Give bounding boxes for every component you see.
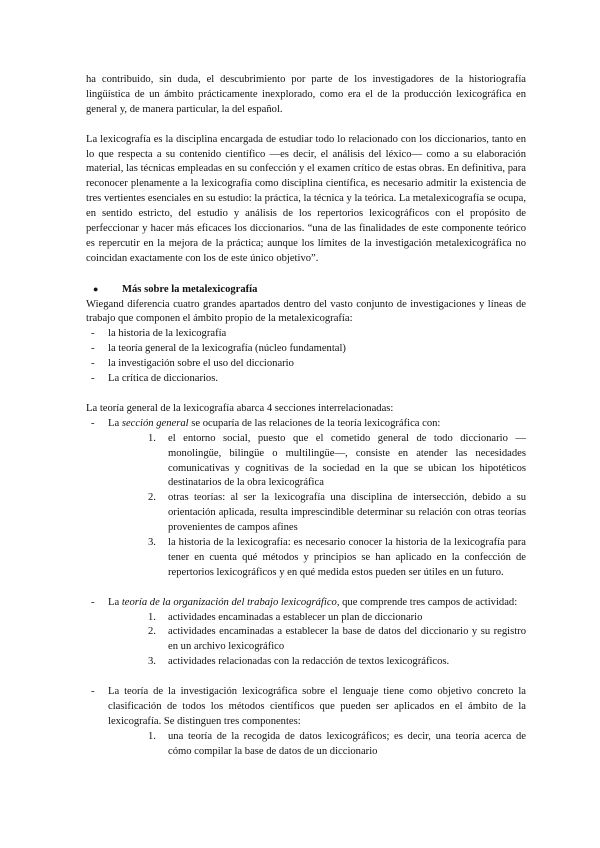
- section-intro-post: se ocuparía de las relaciones de la teoría lexicográfica con:: [188, 417, 441, 429]
- list-item-text: la teoría general de la lexicografía (núcleo fundamental): [108, 343, 346, 355]
- bullet-icon: ●: [93, 283, 99, 294]
- numbered-item: [148, 432, 526, 492]
- section-body: [108, 417, 526, 581]
- item-number: 3.: [148, 656, 156, 668]
- section-intro-italic: sección general: [121, 417, 189, 429]
- list-item-text: la investigación sobre el uso del diccionario: [108, 358, 294, 370]
- list-item: [86, 342, 526, 357]
- section-intro-italic: teoría de la organización del trabajo lexicográfico: [121, 596, 337, 608]
- item-text: la historia de la lexicografía: es necesario conocer la historia de la lexicografía para tener en cuenta qué métodos y principios se han aplicado en la confección de repertorios lexicográficos y en qué medida estos pueden ser útiles en un futuro.: [168, 537, 526, 578]
- section-body: [108, 685, 526, 760]
- item-number: 2.: [148, 626, 156, 638]
- numbered-list: [108, 432, 526, 581]
- numbered-list: [108, 611, 526, 671]
- item-text: otras teorías: al ser la lexicografía una disciplina de intersección, debido a su orientación aplicada, resulta imprescindible determinar su relación con otras teorías provenientes de campos afines: [168, 492, 526, 534]
- section-intro-post: , que comprende tres campos de actividad:: [336, 596, 518, 608]
- section-body: [108, 596, 526, 671]
- spacer: [86, 670, 526, 685]
- spacer: [86, 267, 526, 282]
- dash-marker: -: [91, 596, 95, 608]
- theory-section-general: [86, 417, 526, 581]
- section-intro-pre: La: [108, 596, 122, 608]
- numbered-item: [148, 625, 526, 655]
- theory-section-research: [86, 685, 526, 760]
- section-intro: [108, 596, 526, 611]
- numbered-item: [148, 491, 526, 536]
- list-item: [86, 372, 526, 387]
- theory-sections-list: [86, 596, 526, 671]
- intro-paragraph: ha contribuido, sin duda, el descubrimiento por parte de los investigadores de la historiografía lingüística de un ámbito prácticamente inexplorado, como era el de la producción lexicográfica en general y, de manera particular, la del español.: [86, 74, 526, 115]
- item-text: actividades relacionadas con la redacción de textos lexicográficos.: [168, 656, 450, 668]
- theory-sections-list: [86, 685, 526, 760]
- dash-marker: -: [91, 686, 95, 698]
- numbered-list: [108, 730, 526, 760]
- page-content: [86, 73, 526, 760]
- theory-sections-list: [86, 417, 526, 581]
- item-number: 1.: [148, 730, 156, 742]
- spacer: [86, 581, 526, 596]
- numbered-item: [148, 730, 526, 760]
- spacer: [86, 387, 526, 402]
- item-text: una teoría de la recogida de datos lexicográficos; es decir, una teoría acerca de cómo compilar la base de datos de un diccionario: [168, 730, 526, 757]
- item-text: el entorno social, puesto que el cometido general de todo diccionario —monolingüe, bilingüe o multilingüe—, consiste en atender las necesidades comunicativas y cognitivas de la sociedad en la que se ubican los hipotéticos destinatarios de la obra lexicográfica: [168, 432, 526, 489]
- wiegand-paragraph: Wiegand diferencia cuatro grandes apartados dentro del vasto conjunto de investigaciones y líneas de trabajo que componen el ámbito propio de la metalexicografía:: [86, 298, 526, 325]
- section-intro: La teoría de la investigación lexicográfica sobre el lenguaje tiene como objetivo concreto la clasificación de todos los métodos científicos que pueden ser aplicados en el ámbito de la lexicografía. Se distinguen tres componentes:: [108, 686, 526, 727]
- numbered-item: [148, 536, 526, 581]
- dash-marker: -: [91, 373, 95, 385]
- theory-intro: La teoría general de la lexicografía abarca 4 secciones interrelacionadas:: [86, 402, 394, 414]
- item-number: 2.: [148, 492, 156, 504]
- section-intro: [108, 417, 526, 432]
- dash-marker: -: [91, 343, 95, 355]
- dash-marker: -: [91, 358, 95, 370]
- item-number: 1.: [148, 611, 156, 623]
- item-text: actividades encaminadas a establecer un plan de diccionario: [168, 611, 423, 623]
- list-item-text: la historia de la lexicografía: [108, 328, 227, 340]
- dash-marker: -: [91, 328, 95, 340]
- numbered-item: [148, 655, 526, 670]
- list-item: [86, 357, 526, 372]
- item-number: 3.: [148, 537, 156, 549]
- heading-text: Más sobre la metalexicografía: [122, 283, 258, 295]
- theory-section-organization: [86, 596, 526, 671]
- dash-marker: -: [91, 417, 95, 429]
- spacer: [86, 118, 526, 133]
- list-item-text: La crítica de diccionarios.: [108, 373, 219, 385]
- item-number: 1.: [148, 432, 156, 444]
- section-heading: [93, 282, 526, 298]
- wiegand-list: [86, 327, 526, 387]
- section-intro-pre: La: [108, 417, 122, 429]
- lexicography-paragraph: La lexicografía es la disciplina encargada de estudiar todo lo relacionado con los diccionarios, tanto en lo que respecta a su contenido científico —es decir, el análisis del léxico— como a su elaboración material, las técnicas empleadas en su confección y el examen crítico de estas obras. En definitiva, para reconocer plenamente a la lexicografía como disciplina científica, es necesario admitir la existencia de tres vertientes esenciales en su estudio: la práctica, la técnica y la teórica. La metalexicografía se ocupa, en sentido estricto, del estudio y análisis de los repertorios lexicográficos con el propósito de perfeccionar y hacer más eficaces los diccionarios. “una de las finalidades de este componente teórico es repercutir en la mejora de la práctica; aunque los límites de la investigación metalexicográfica no coincidan exactamente con los de este único objetivo”.: [86, 133, 526, 264]
- numbered-item: [148, 611, 526, 626]
- item-text: actividades encaminadas a establecer la base de datos del diccionario y su registro en un archivo lexicográfico: [168, 626, 526, 653]
- list-item: [86, 327, 526, 342]
